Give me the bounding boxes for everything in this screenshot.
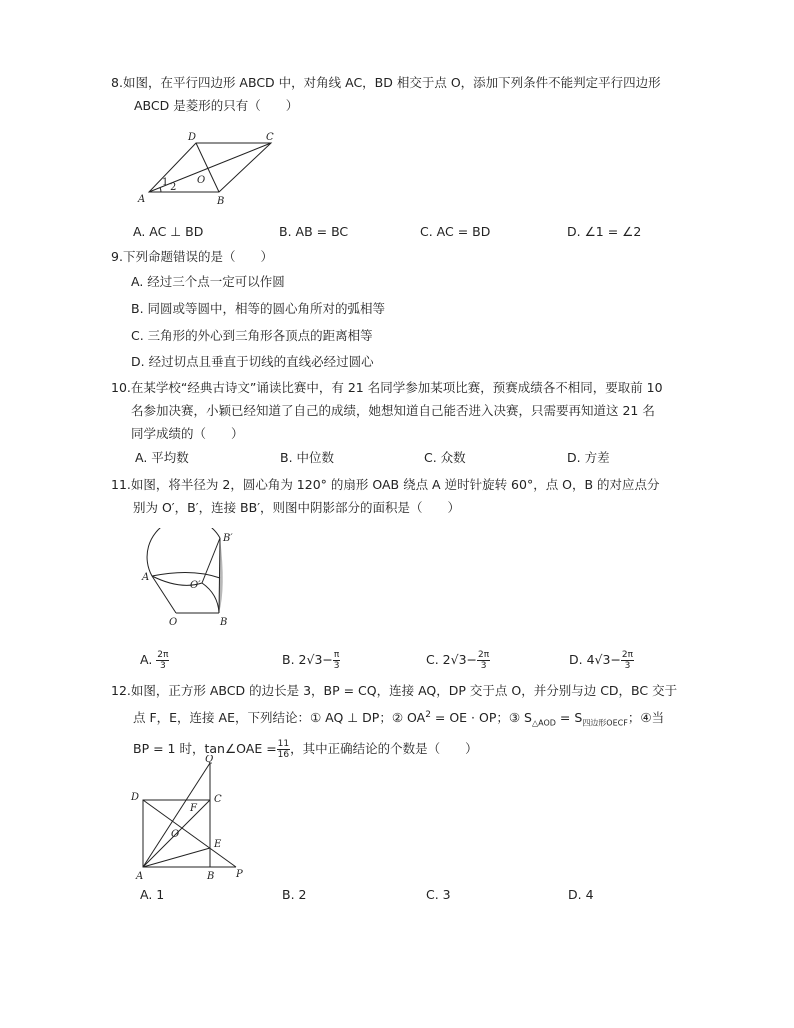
q12-label-b: B: [207, 871, 215, 882]
q12-option-a[interactable]: A. 1: [140, 887, 165, 902]
q10-line3: 同学成绩的（ ）: [131, 426, 244, 441]
q9-text: 下列命题错误的是（ ）: [122, 249, 273, 264]
q12-option-b[interactable]: B. 2: [282, 887, 307, 902]
q11-option-c-fraction: $\frac{2\pi}{3}$: [478, 650, 490, 671]
q12-label-a: A: [136, 871, 144, 882]
q11-arc-bbp: [202, 583, 219, 613]
q10-line1: 在某学校“经典古诗文”诵读比赛中，有 21 名同学参加某项比赛，预赛成绩各不相同，要取前 10: [130, 380, 663, 395]
q12-line3: BP = 1 时，tan∠OAE = $\frac{11}{16}$ ，其中正确结论的个数是（ ）: [133, 738, 478, 760]
q10-option-b[interactable]: B. 中位数: [280, 450, 335, 465]
q10-stem: [111, 376, 663, 445]
q10-option-a[interactable]: A. 平均数: [135, 450, 189, 465]
q12-line2: 点 F，E，连接 AE，下列结论：① AQ ⊥ DP；② $OA^2$ = OE · OP；③ $S_{\triangle AOD} = S_{四边形OECF}$；④当: [133, 710, 665, 728]
q11-arc-inner: [152, 572, 220, 578]
q11-option-b[interactable]: [282, 650, 340, 671]
q11-arc-outer: [147, 528, 220, 576]
q12-fraction: $\frac{11}{16}$: [277, 738, 290, 760]
q12-line1: 如图，正方形 ABCD 的边长是 3，BP = CQ，连接 AQ，DP 交于点 O，并分别与边 CD，BC 交于: [130, 683, 678, 698]
q9-number: 9.: [111, 249, 123, 264]
q8-figure: [135, 128, 285, 208]
q12-option-d[interactable]: D. 4: [568, 887, 594, 902]
q10-option-c[interactable]: C. 众数: [424, 450, 466, 465]
q8-number: 8.: [111, 75, 123, 90]
q9-option-b[interactable]: B. 同圆或等圆中，相等的圆心角所对的弧相等: [131, 301, 386, 316]
q12-line-aq: [143, 763, 210, 867]
q11-option-c-prefix: C. 2√3−: [426, 652, 478, 667]
q9-option-a[interactable]: A. 经过三个点一定可以作圆: [131, 274, 285, 289]
q11-label-o: O: [169, 617, 178, 628]
q11-option-a[interactable]: [140, 650, 169, 671]
q11-option-d[interactable]: [569, 650, 634, 671]
q11-option-a-fraction: $\frac{2\pi}{3}$: [157, 650, 169, 671]
q11-segment-opbp: [202, 538, 220, 583]
q10-line2: 名参加决赛，小颖已经知道了自己的成绩，她想知道自己能否进入决赛，只需要再知道这 21 名: [131, 403, 655, 418]
q11-line2: 别为 O′，B′，连接 BB′，则图中阴影部分的面积是（ ）: [133, 500, 461, 515]
q8-label-a: A: [138, 194, 146, 205]
q12-number: 12.: [111, 683, 131, 698]
q8-stem: [111, 71, 661, 117]
q10-number: 10.: [111, 380, 131, 395]
q11-label-bprime: B′: [223, 533, 233, 544]
q9-option-c[interactable]: C. 三角形的外心到三角形各顶点的距离相等: [131, 328, 373, 343]
q8-option-a[interactable]: A. AC ⊥ BD: [133, 224, 204, 239]
q11-option-b-prefix: B. 2√3−: [282, 652, 333, 667]
q8-label-o: O: [197, 175, 206, 186]
q11-label-b: B: [220, 617, 228, 628]
q12-label-o: O: [171, 829, 180, 840]
q11-figure: [140, 528, 250, 633]
q12-label-e: E: [214, 839, 222, 850]
q8-label-c: C: [266, 132, 274, 143]
q12-label-d: D: [131, 792, 140, 803]
q11-option-d-prefix: D. 4√3−: [569, 652, 621, 667]
q8-label-2: 2: [170, 182, 177, 193]
q12-figure: [128, 755, 253, 883]
q8-line1: 如图，在平行四边形 ABCD 中，对角线 AC，BD 相交于点 O，添加下列条件不能判定平行四边形: [122, 75, 661, 90]
q12-stem: [111, 678, 677, 761]
q11-number: 11.: [111, 477, 131, 492]
q8-option-d[interactable]: D. ∠1 = ∠2: [567, 224, 642, 239]
q11-option-b-fraction: $\frac{\pi}{3}$: [333, 650, 340, 671]
q8-label-1: 1: [162, 177, 169, 188]
q12-label-f: F: [190, 803, 197, 814]
q12-label-q: Q: [205, 755, 214, 765]
q11-option-a-prefix: A.: [140, 652, 153, 667]
q8-line2: ABCD 是菱形的只有（ ）: [134, 98, 299, 113]
q8-angle-mark: [160, 188, 161, 193]
q12-label-c: C: [214, 794, 222, 805]
q12-label-p: P: [236, 869, 243, 880]
q9-option-d[interactable]: D. 经过切点且垂直于切线的直线必经过圆心: [131, 354, 374, 369]
q10-option-d[interactable]: D. 方差: [567, 450, 610, 465]
q8-label-b: B: [217, 196, 225, 207]
q11-label-a: A: [142, 572, 150, 583]
q8-label-d: D: [188, 132, 197, 143]
q8-option-c[interactable]: C. AC = BD: [420, 224, 491, 239]
q8-option-b[interactable]: B. AB = BC: [279, 224, 349, 239]
q11-stem: [111, 473, 660, 519]
q12-option-c[interactable]: C. 3: [426, 887, 451, 902]
q11-option-d-fraction: $\frac{2\pi}{3}$: [621, 650, 634, 671]
q11-option-c[interactable]: [426, 650, 490, 671]
q11-line1: 如图，将半径为 2，圆心角为 120° 的扇形 OAB 绕点 A 逆时针旋转 60°，点 O，B 的对应点分: [130, 477, 660, 492]
q9-stem: [111, 245, 273, 268]
q11-label-oprime: O′: [190, 580, 201, 591]
